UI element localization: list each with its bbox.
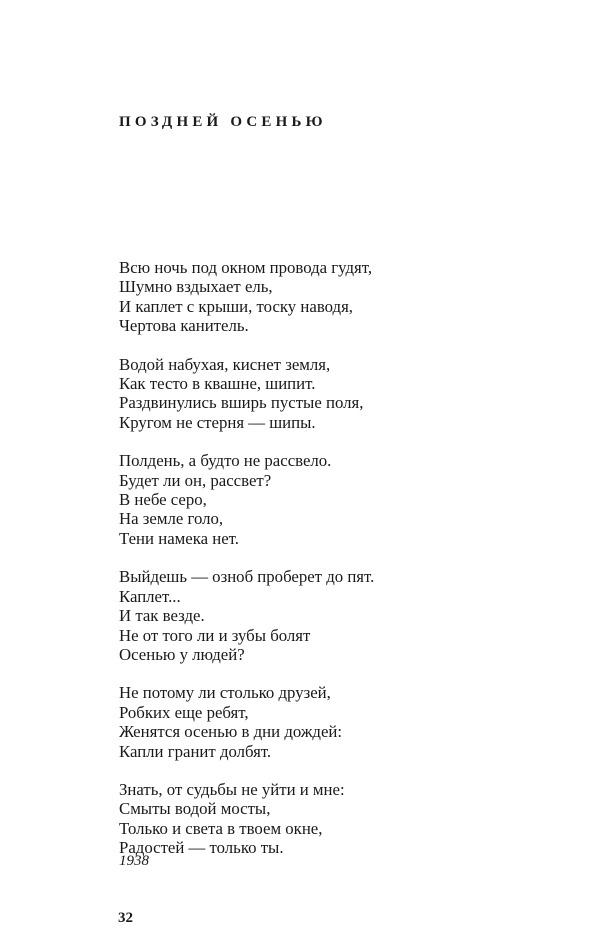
poem-line: Полдень, а будто не рассвело.: [119, 451, 332, 471]
poem-line: Женятся осенью в дни дождей:: [119, 722, 343, 742]
poem-line: Будет ли он, рассвет?: [119, 470, 272, 490]
poem-line: Только и света в твоем окне,: [119, 818, 323, 838]
poem-line: Смыты водой мосты,: [119, 799, 271, 819]
poem-line: Каплет...: [119, 586, 181, 606]
poem-line: Не потому ли столько друзей,: [119, 683, 331, 703]
poem-line: В небе серо,: [119, 490, 207, 510]
stanza-2: [119, 355, 374, 433]
poem-line: Осенью у людей?: [119, 644, 245, 664]
stanza-3: [119, 451, 374, 548]
page-number: 32: [118, 910, 133, 926]
poem-line: Чертова канитель.: [119, 316, 249, 336]
poem-year: 1938: [119, 853, 149, 869]
stanza-6: [119, 780, 374, 858]
poem-line: Шумно вздыхает ель,: [119, 277, 273, 297]
stanza-1: [119, 258, 374, 336]
poem-line: На земле голо,: [119, 509, 224, 529]
stanza-4: [119, 567, 374, 664]
poem-line: Раздвинулись вширь пустые поля,: [119, 393, 364, 413]
poem-line: И каплет с крыши, тоску наводя,: [119, 296, 353, 316]
poem-line: И так везде.: [119, 606, 205, 626]
poem-line: Капли гранит долбят.: [119, 741, 272, 761]
poem-line: Радостей — только ты.: [119, 838, 284, 858]
poem-title: ПОЗДНЕЙ ОСЕНЬЮ: [119, 114, 327, 130]
poem-line: Как тесто в квашне, шипит.: [119, 374, 316, 394]
poem-body: [119, 258, 374, 877]
poem-line: Выйдешь — озноб проберет до пят.: [119, 567, 375, 587]
poem-line: Знать, от судьбы не уйти и мне:: [119, 779, 345, 799]
poem-line: Робких еще ребят,: [119, 702, 249, 722]
poem-line: Не от того ли и зубы болят: [119, 625, 311, 645]
poem-line: Водой набухая, киснет земля,: [119, 354, 331, 374]
poem-line: Кругом не стерня — шипы.: [119, 412, 316, 432]
poem-line: Всю ночь под окном провода гудят,: [119, 258, 373, 277]
poem-line: Тени намека нет.: [119, 528, 239, 548]
stanza-5: [119, 683, 374, 761]
